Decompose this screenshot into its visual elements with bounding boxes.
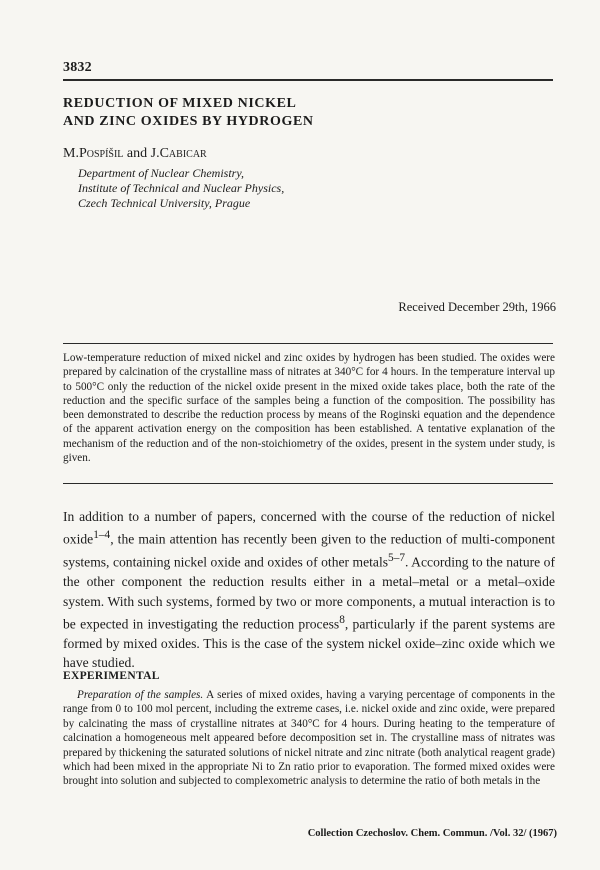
header-rule [63,79,553,81]
paragraph-text: A series of mixed oxides, having a varying percentage of components in the range from 0 to 100 mol percent, including the extreme cases, i.e. nickel oxide and zinc oxide, were prepared by calcinating the mass of crystalline nitrates at 340°C for 4 hours. During heating to the temperature of calcination a homogeneous melt appeared before decomposition set in. The crystalline mass of nitrates was prepared by thickening the saturated solutions of nickel nitrate and zinc nitrate (both analytical reagent grade) which had been mixed in the appropriate Ni to Zn ratio prior to evaporation. The formed mixed oxides were brought into solution and subjected to complexometric analysis to determine the ratio of both metals in the [63,689,555,788]
title-line: REDUCTION OF MIXED NICKEL [63,96,297,111]
received-date: Received December 29th, 1966 [398,300,556,314]
page-number: 3832 [63,60,92,75]
intro-text: , particularly if the parent systems are formed by mixed oxides. This is the case of the system nickel oxide–zinc oxide which we have studied. [63,616,555,671]
affiliation-line: Institute of Technical and Nuclear Physics, [78,181,285,195]
author-name: M.Pospíšil [63,146,124,161]
paragraph-lead: Preparation of the samples. [77,689,204,701]
intro-text: , the main attention has recently been given to the reduction of multi-component systems, containing nickel oxide and oxides of other metals [63,531,555,570]
author-separator: and [126,146,148,161]
affiliation [78,166,284,211]
title-line: AND ZINC OXIDES BY HYDROGEN [63,114,314,129]
authors [63,146,207,162]
experimental-paragraph [63,688,555,789]
citation-ref: 8 [339,614,345,627]
abstract-bottom-rule [63,483,553,484]
author-name: J.Cabicar [150,146,207,161]
introduction-paragraph [63,507,555,673]
article-title [63,95,543,131]
intro-text: . According to the nature of the other component the reduction results either in a metal–metal or a metal–oxide system. With such systems, formed by two or more components, a mutual interaction is to be expected in investigating the reduction process [63,554,555,632]
abstract-top-rule [63,343,553,344]
journal-citation: Collection Czechoslov. Chem. Commun. /Vol. 32/ (1967) [307,828,557,839]
citation-ref: 1–4 [93,529,111,542]
affiliation-line: Czech Technical University, Prague [78,196,251,210]
citation-ref: 5–7 [388,552,406,565]
section-heading: EXPERIMENTAL [63,670,160,682]
abstract: Low-temperature reduction of mixed nickel and zinc oxides by hydrogen has been studied. The oxides were prepared by calcination of the crystalline mass of nitrates at 340°C for 4 hours. In the temperature interval up to 500°C only the reduction of the nickel oxide present in the mixed oxide takes place, both the rate of the reduction and the specific surface of the samples being a function of the composition. The possibility has been demonstrated to describe the reduction process by means of the Roginski equation and the dependence of the apparent activation energy on the composition has been established. A tentative explanation of the mechanism of the reduction and of the non-stoichiometry of the oxides, present in the system under study, is given. [63,352,555,465]
intro-text: In addition to a number of papers, concerned with the course of the reduction of nickel oxide [63,509,555,547]
affiliation-line: Department of Nuclear Chemistry, [78,166,244,180]
